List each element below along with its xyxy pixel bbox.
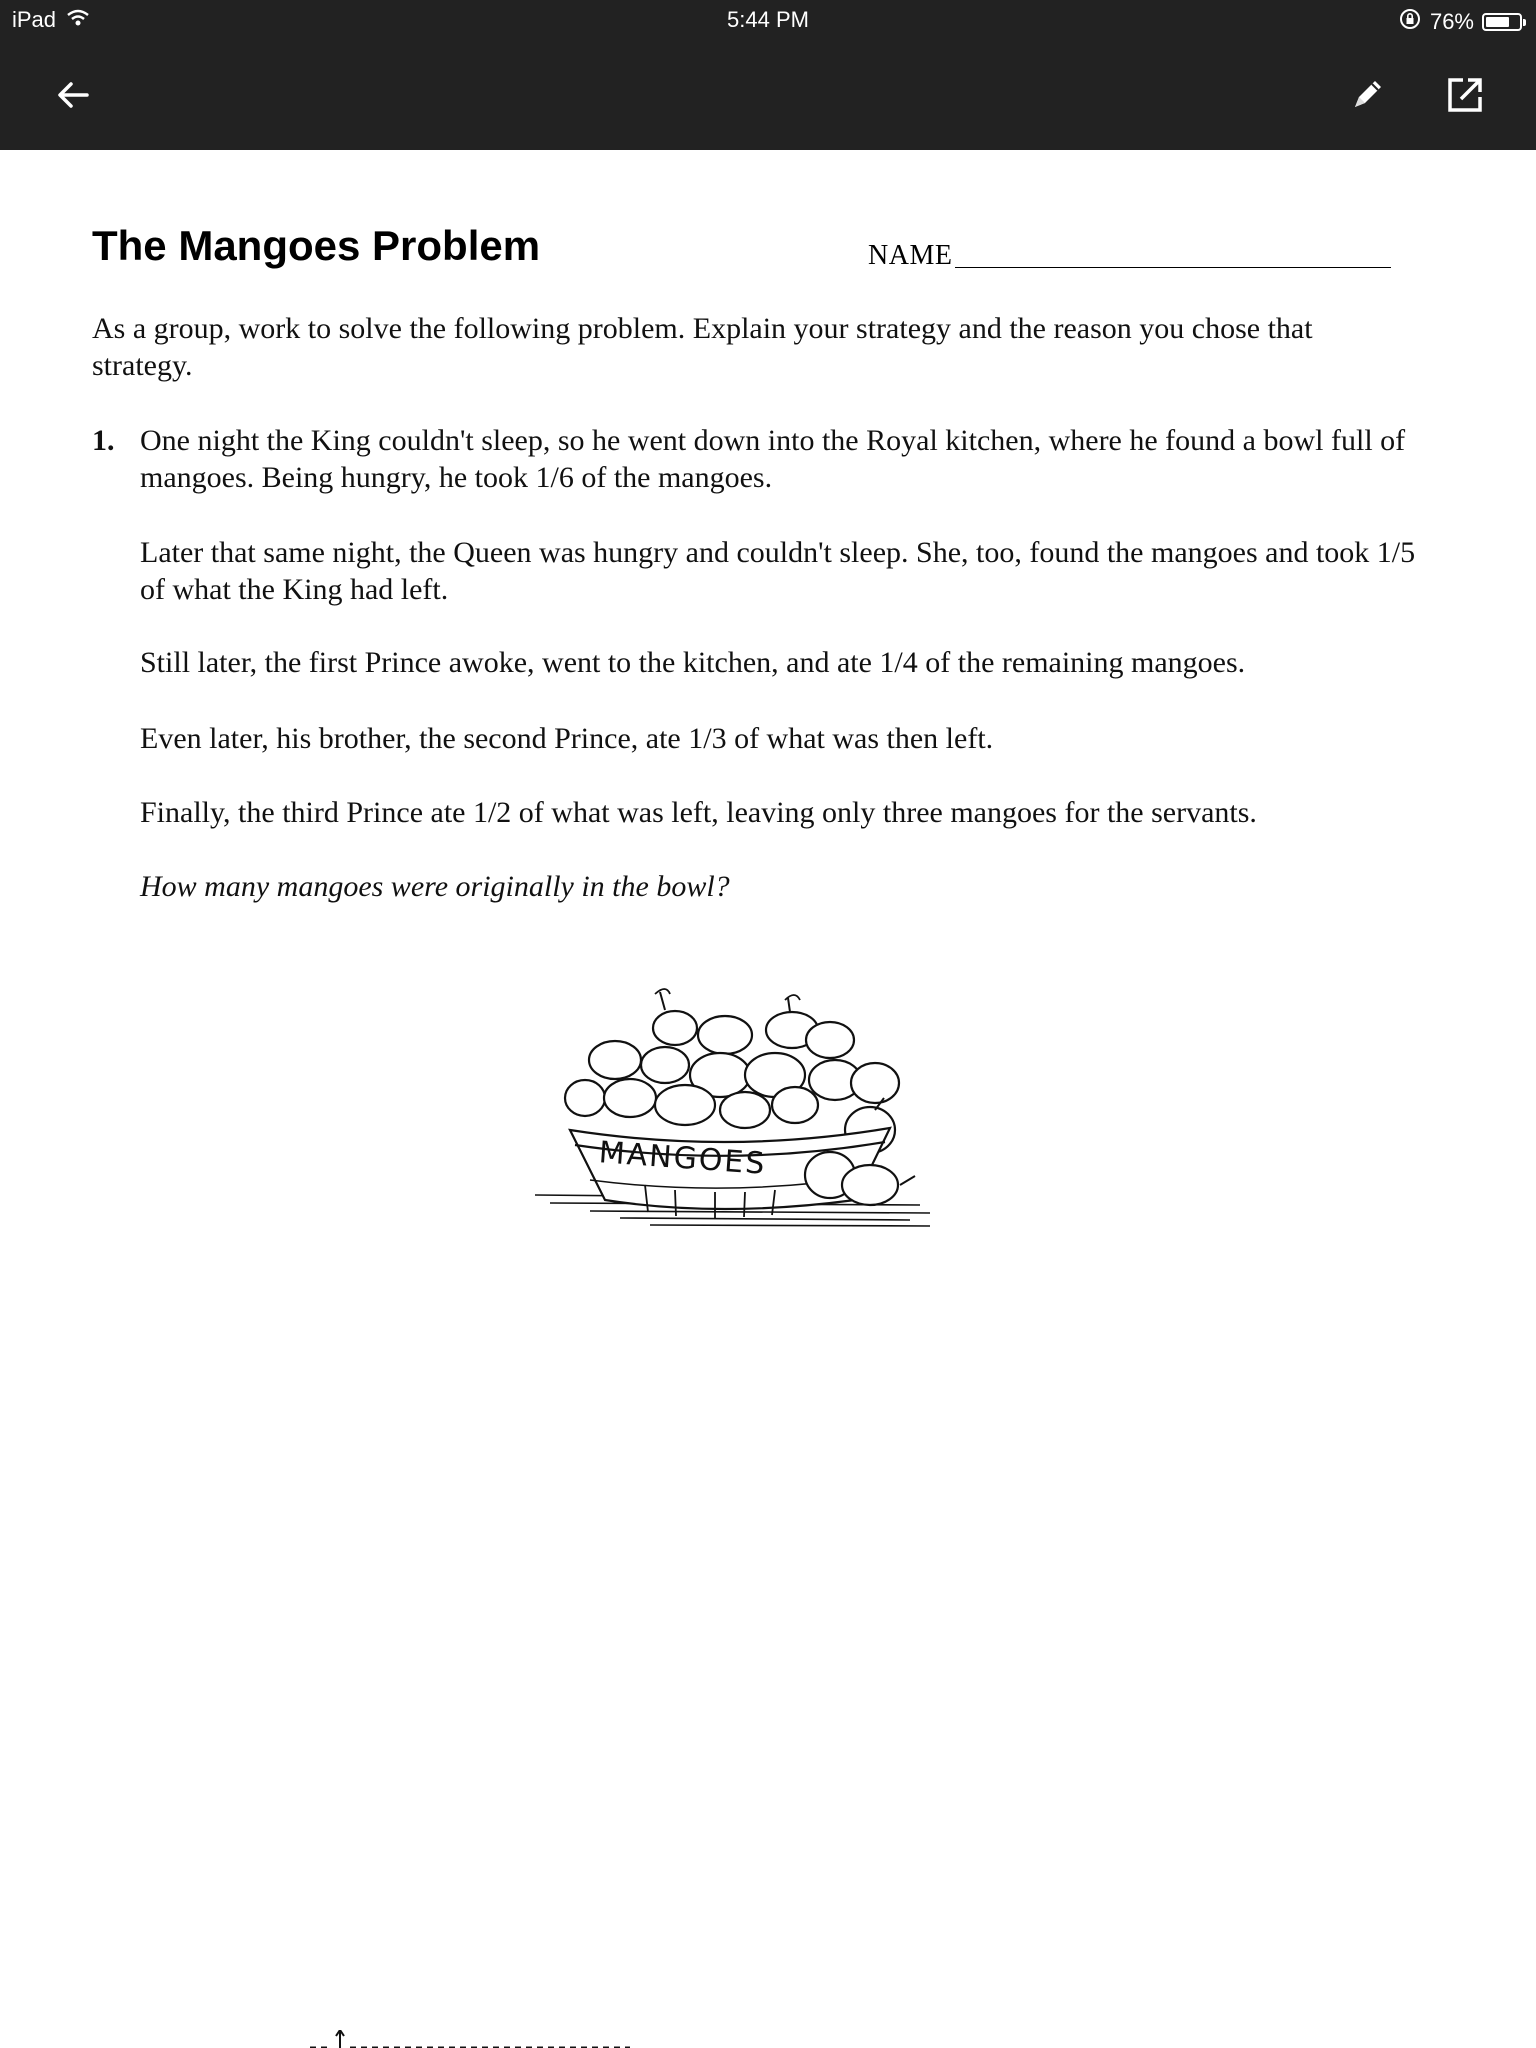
share-out-icon [1443,73,1487,117]
page-title: The Mangoes Problem [92,222,541,269]
document-page [0,150,1536,2048]
orientation-lock-icon [1398,7,1422,37]
share-button[interactable] [1440,70,1490,120]
question-prompt: How many mangoes were originally in the bowl? [140,870,730,903]
arrow-left-icon [53,75,93,115]
paragraph-third-prince: Finally, the third Prince ate 1/2 of what was left, leaving only three mangoes for the servants. [140,796,1257,829]
cut-off-footer [300,2030,630,2048]
markup-pen-icon [1345,73,1389,117]
toolbar [0,40,1536,150]
battery-icon [1482,13,1522,31]
name-label: NAME [868,240,953,271]
markup-button[interactable] [1342,70,1392,120]
status-bar [0,0,1536,40]
clock: 5:44 PM [727,7,809,32]
back-button[interactable] [48,70,98,120]
paragraph-first-prince: Still later, the first Prince awoke, went to the kitchen, and ate 1/4 of the remaining mangoes. [140,646,1246,679]
status-right [1398,7,1522,37]
paragraph-second-prince: Even later, his brother, the second Prince, ate 1/3 of what was then left. [140,722,994,755]
paragraph-queen: Later that same night, the Queen was hungry and couldn't sleep. She, too, found the mangoes and took 1/5 of what the King had left. [140,536,1416,606]
paragraph-king: One night the King couldn't sleep, so he went down into the Royal kitchen, where he found a bowl full of mangoes. Being hungry, he took 1/6 of the mangoes. [140,424,1406,494]
battery-percent: 76% [1429,9,1474,34]
mango-basket-illustration [530,980,950,1270]
device-name: iPad [12,7,57,32]
question-number: 1. [92,424,115,457]
instructions-text: As a group, work to solve the following problem. Explain your strategy and the reason you chose that strategy. [92,312,1313,382]
basket-label: MANGOES [597,1135,768,1182]
name-underline [955,267,1391,268]
